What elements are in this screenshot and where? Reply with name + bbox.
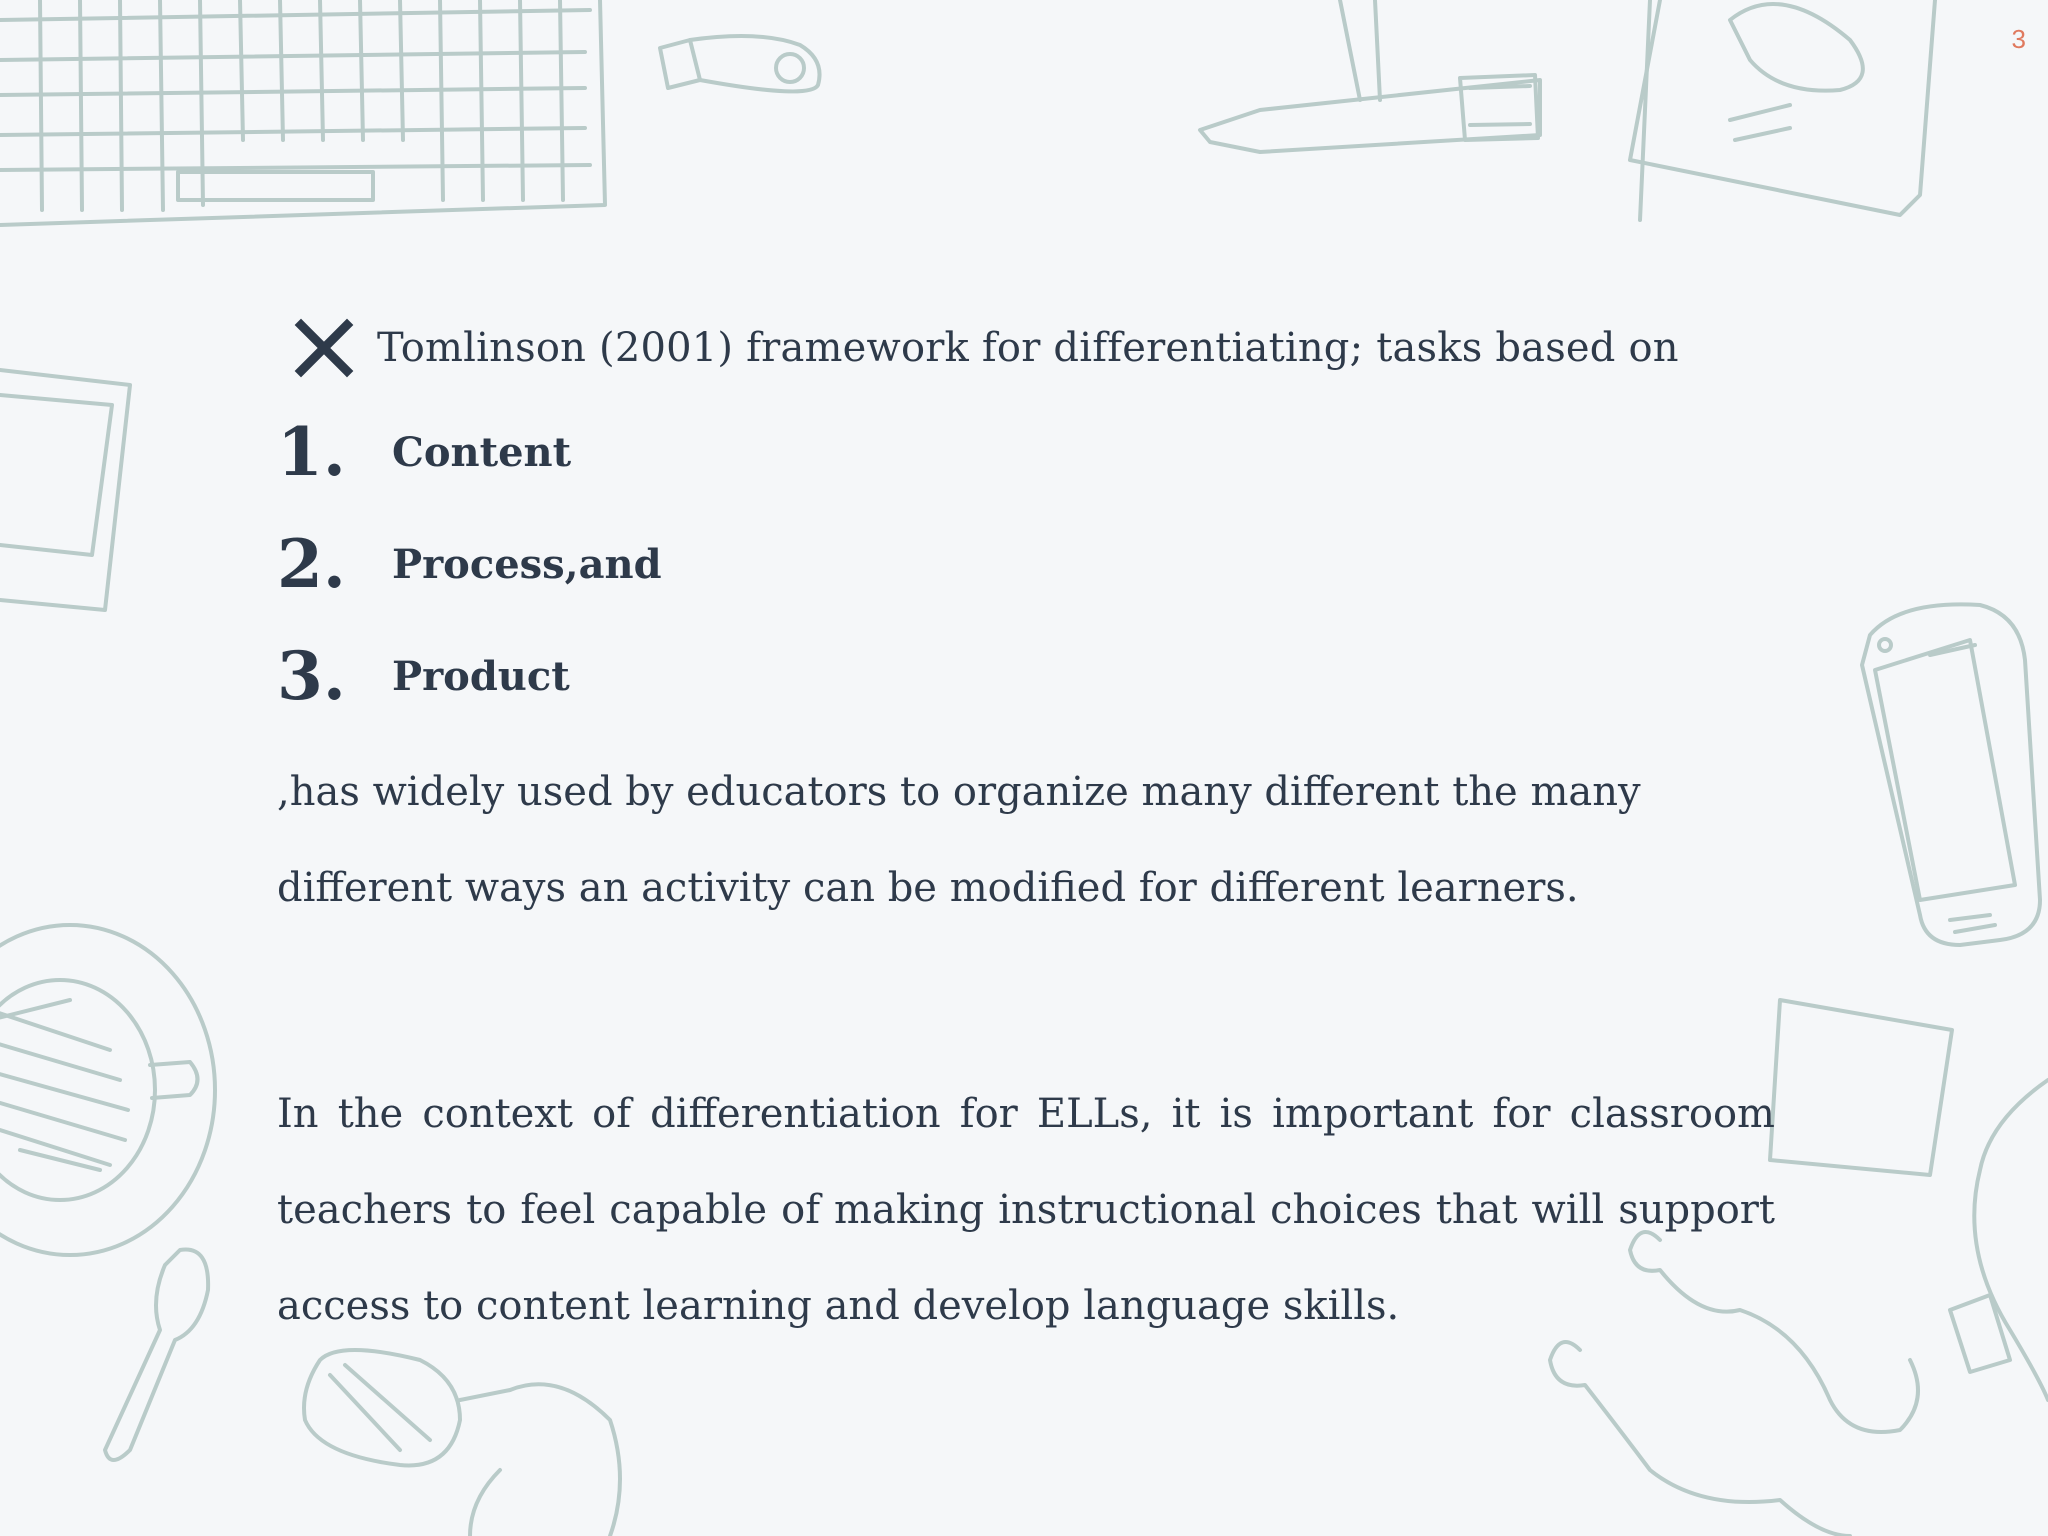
list-number: 3. — [277, 637, 346, 715]
framework-bullet — [277, 300, 1777, 396]
list-label: Product — [392, 652, 570, 700]
list-number: 1. — [277, 413, 346, 491]
slide-number: 3 — [2011, 24, 2026, 54]
list-item — [277, 620, 1777, 732]
list-label: Content — [392, 428, 572, 476]
usb-stick-sketch — [660, 36, 820, 91]
list-item — [277, 508, 1777, 620]
ell-context-paragraph: In the context of differentiation for ELLs, it is important for classroom teachers to feel capable of making instructional choices that will support access to content learning and develop language skills. — [277, 1091, 1775, 1329]
phone-sketch — [1862, 604, 2040, 945]
marker-sketch — [1200, 0, 1540, 152]
notebook-sketch — [1630, 0, 1935, 220]
close-x-icon — [293, 317, 355, 379]
list-number: 2. — [277, 525, 346, 603]
coffee-cup-sketch — [0, 925, 215, 1255]
keyboard-sketch — [0, 0, 605, 225]
slide-content — [277, 300, 1777, 1394]
sticky-note-sketch — [1770, 1000, 1952, 1175]
framework-bullet-text: Tomlinson (2001) framework for differentiating; tasks based on — [377, 325, 1679, 371]
usage-paragraph: ,has widely used by educators to organize many different the many different ways an activity can be modified for different learners. — [277, 769, 1641, 911]
spoon-sketch — [105, 1250, 208, 1461]
list-item — [277, 396, 1777, 508]
list-label: Process,and — [392, 540, 662, 588]
tablet-sketch — [0, 370, 130, 610]
